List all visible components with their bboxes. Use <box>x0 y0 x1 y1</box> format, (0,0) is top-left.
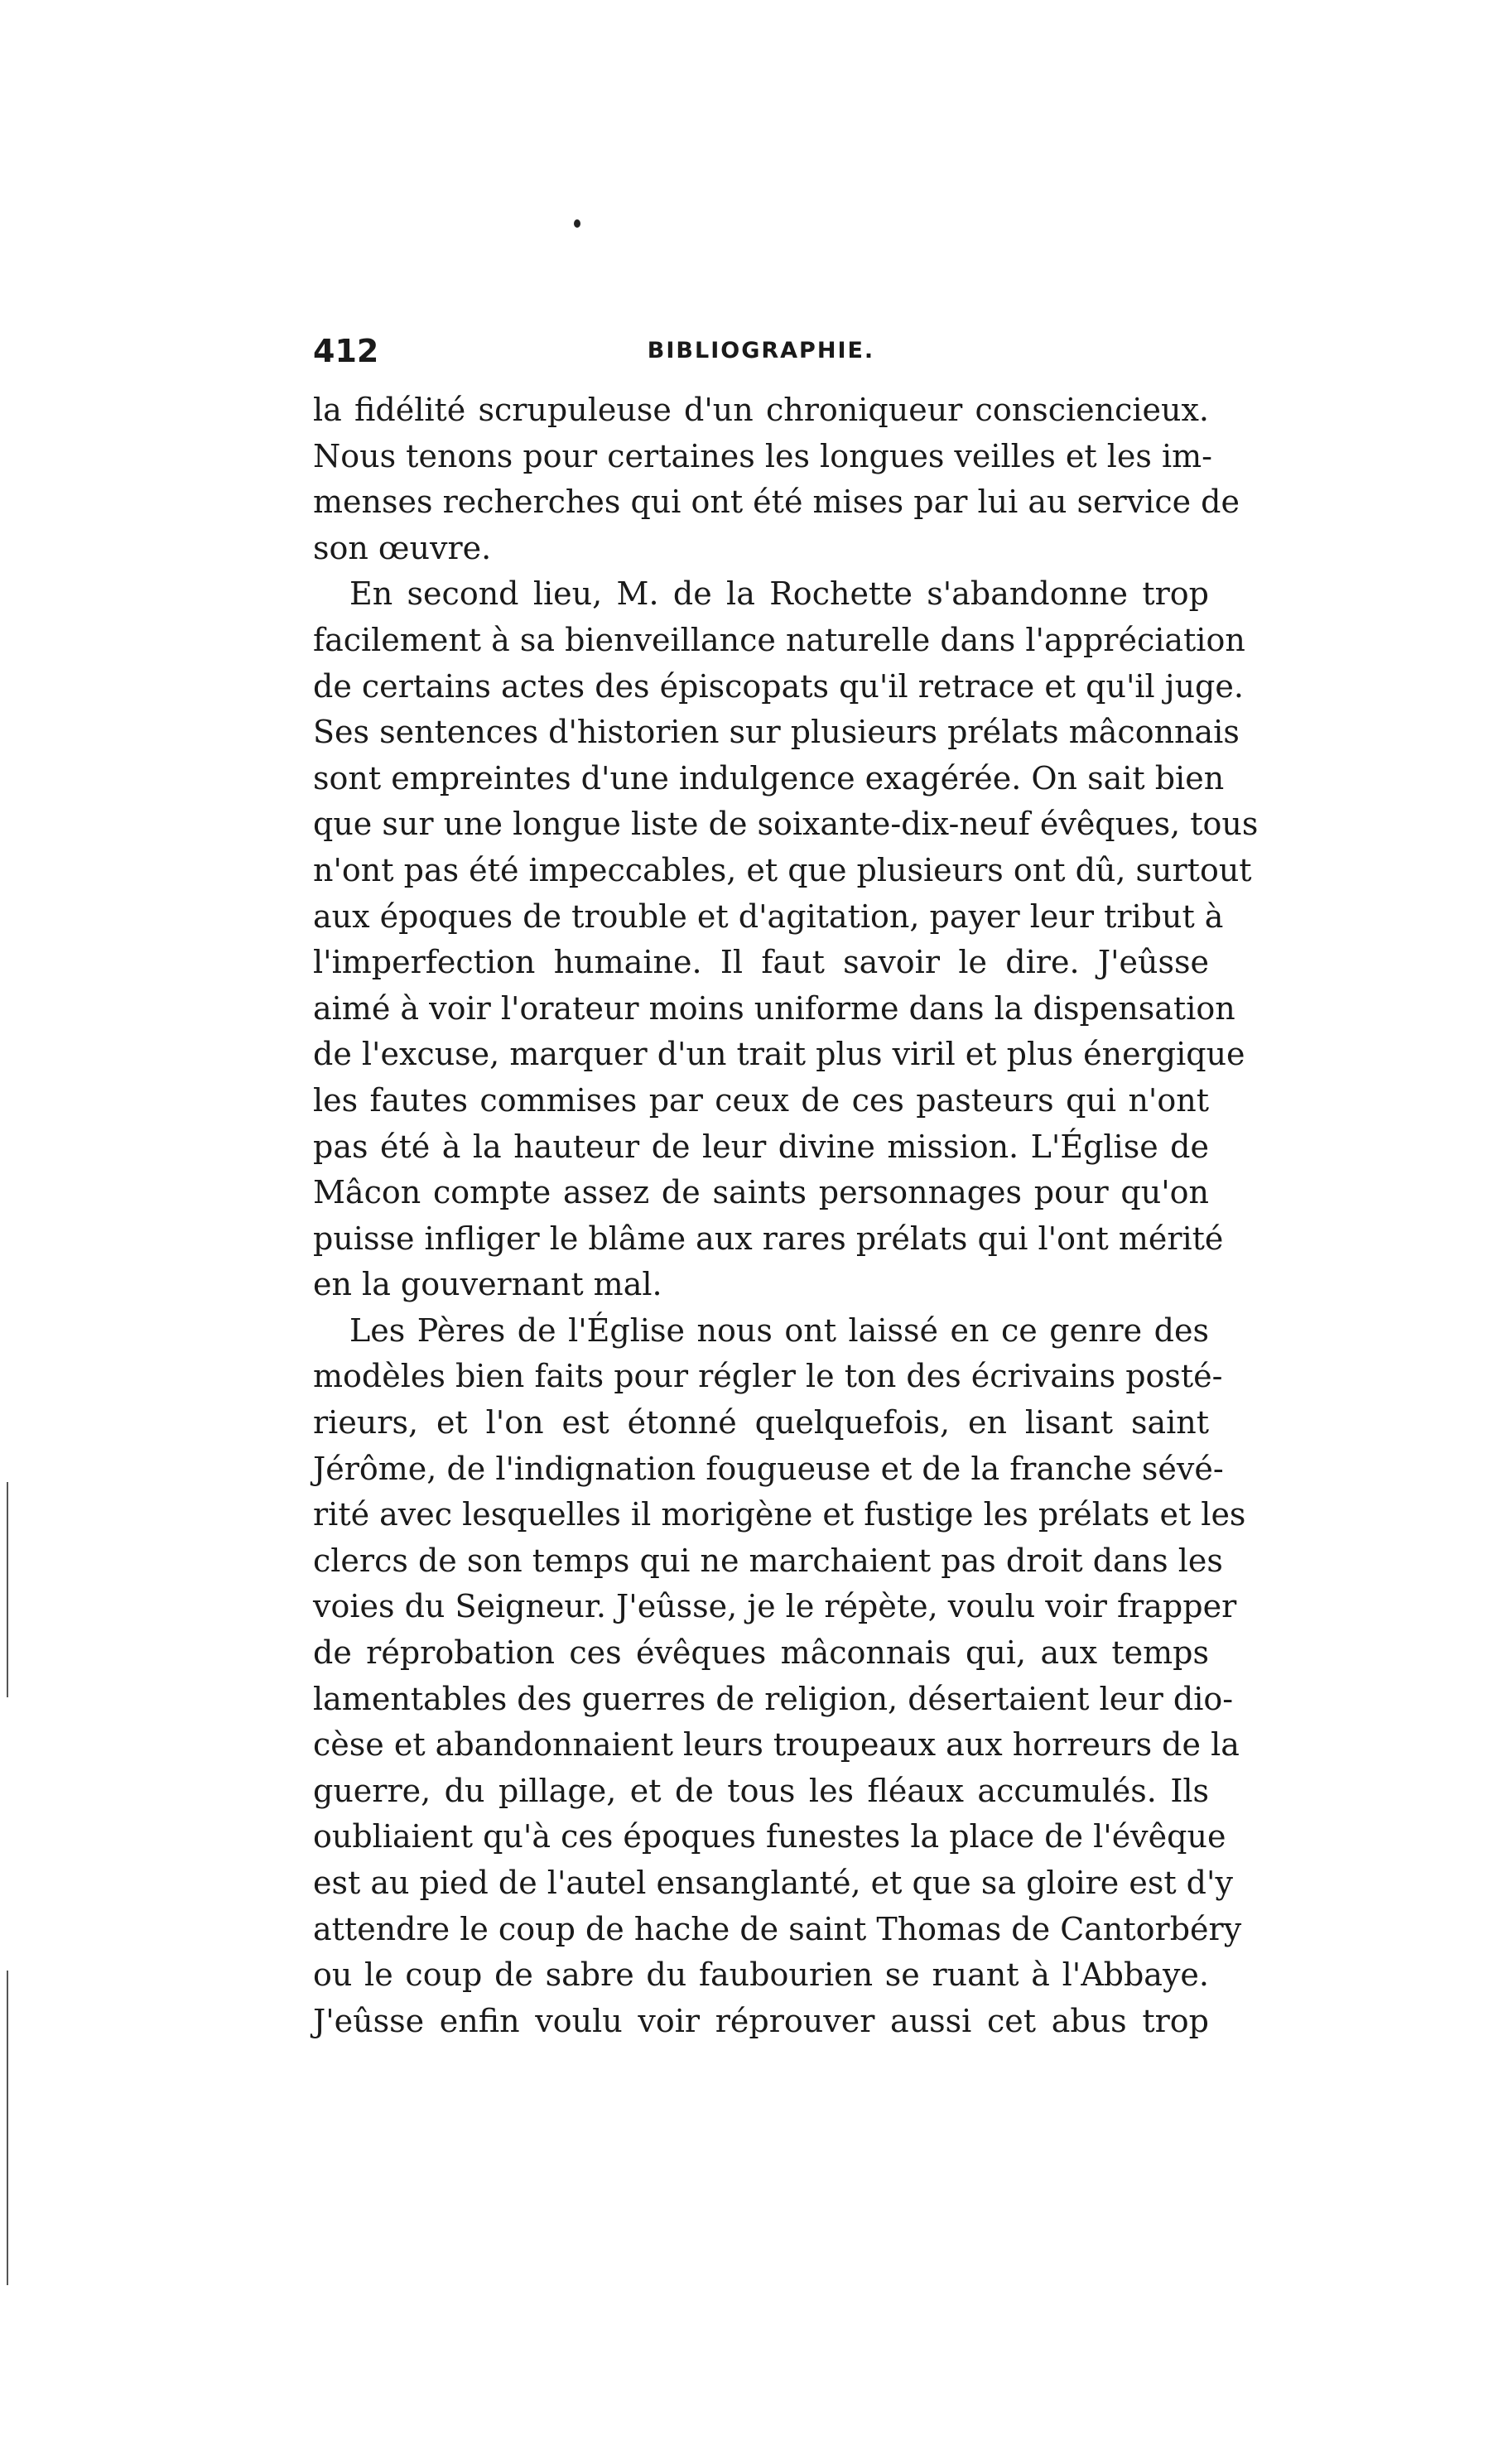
text-line: en la gouvernant mal. <box>313 1266 662 1303</box>
text-line: Jérôme, de l'indignation fougueuse et de la franche sévé- <box>313 1450 1224 1487</box>
text-line: sont empreintes d'une indulgence exagérée. On sait bien <box>313 759 1225 796</box>
text-line: de réprobation ces évêques mâconnais qui, aux temps <box>313 1634 1209 1672</box>
running-title: BIBLIOGRAPHIE. <box>647 338 875 363</box>
text-line: J'eûsse enfin voulu voir réprouver aussi cet abus trop <box>313 2002 1209 2039</box>
text-line: n'ont pas été impeccables, et que plusieurs ont dû, surtout <box>313 851 1252 888</box>
text-line: rieurs, et l'on est étonné quelquefois, en lisant saint <box>313 1404 1209 1441</box>
text-line: pas été à la hauteur de leur divine mission. L'Église de <box>313 1128 1209 1165</box>
text-line: modèles bien faits pour régler le ton des écrivains posté- <box>313 1358 1223 1395</box>
text-line: oubliaient qu'à ces époques funestes la place de l'évêque <box>313 1818 1226 1855</box>
text-line: Nous tenons pour certaines les longues veilles et les im- <box>313 437 1212 474</box>
text-line: son œuvre. <box>313 529 492 566</box>
text-line: attendre le coup de hache de saint Thomas de Cantorbéry <box>313 1910 1242 1947</box>
text-line: de l'excuse, marquer d'un trait plus viril et plus énergique <box>313 1036 1245 1073</box>
body-text <box>313 387 1259 2044</box>
text-line: voies du Seigneur. J'eûsse, je le répète, voulu voir frapper <box>313 1588 1237 1625</box>
scan-edge-mark <box>7 1482 8 1697</box>
text-line: ou le coup de sabre du faubourien se ruant à l'Abbaye. <box>313 1956 1209 1994</box>
text-line: de certains actes des épiscopats qu'il retrace et qu'il juge. <box>313 667 1244 705</box>
ink-speck <box>574 219 580 228</box>
text-line: aimé à voir l'orateur moins uniforme dans la dispensation <box>313 989 1235 1027</box>
text-line: puisse infliger le blâme aux rares prélats qui l'ont mérité <box>313 1220 1224 1257</box>
text-line: les fautes commises par ceux de ces pasteurs qui n'ont <box>313 1081 1209 1119</box>
text-line: menses recherches qui ont été mises par lui au service de <box>313 484 1240 521</box>
text-line: l'imperfection humaine. Il faut savoir le dire. J'eûsse <box>313 944 1209 981</box>
scan-edge-mark <box>7 1971 8 2285</box>
text-line: la fidélité scrupuleuse d'un chroniqueur consciencieux. <box>313 392 1209 428</box>
text-line: lamentables des guerres de religion, désertaient leur dio- <box>313 1680 1234 1717</box>
text-line: En second lieu, M. de la Rochette s'abandonne trop <box>349 575 1209 613</box>
text-line: que sur une longue liste de soixante-dix-neuf évêques, tous <box>313 806 1259 843</box>
text-line: clercs de son temps qui ne marchaient pas droit dans les <box>313 1542 1223 1579</box>
text-line: Ses sentences d'historien sur plusieurs prélats mâconnais <box>313 714 1240 751</box>
text-line: est au pied de l'autel ensanglanté, et que sa gloire est d'y <box>313 1865 1233 1901</box>
text-line: guerre, du pillage, et de tous les fléaux accumulés. Ils <box>313 1772 1209 1809</box>
text-line: Les Pères de l'Église nous ont laissé en ce genre des <box>349 1311 1209 1349</box>
text-line: Mâcon compte assez de saints personnages pour qu'on <box>313 1174 1209 1211</box>
page-number: 412 <box>313 333 379 369</box>
text-line: aux époques de trouble et d'agitation, payer leur tribut à <box>313 898 1224 935</box>
page-header <box>313 333 1209 383</box>
text-line: cèse et abandonnaient leurs troupeaux aux horreurs de la <box>313 1726 1240 1764</box>
text-line: rité avec lesquelles il morigène et fustige les prélats et les <box>313 1496 1246 1533</box>
text-line: facilement à sa bienveillance naturelle dans l'appréciation <box>313 621 1245 658</box>
